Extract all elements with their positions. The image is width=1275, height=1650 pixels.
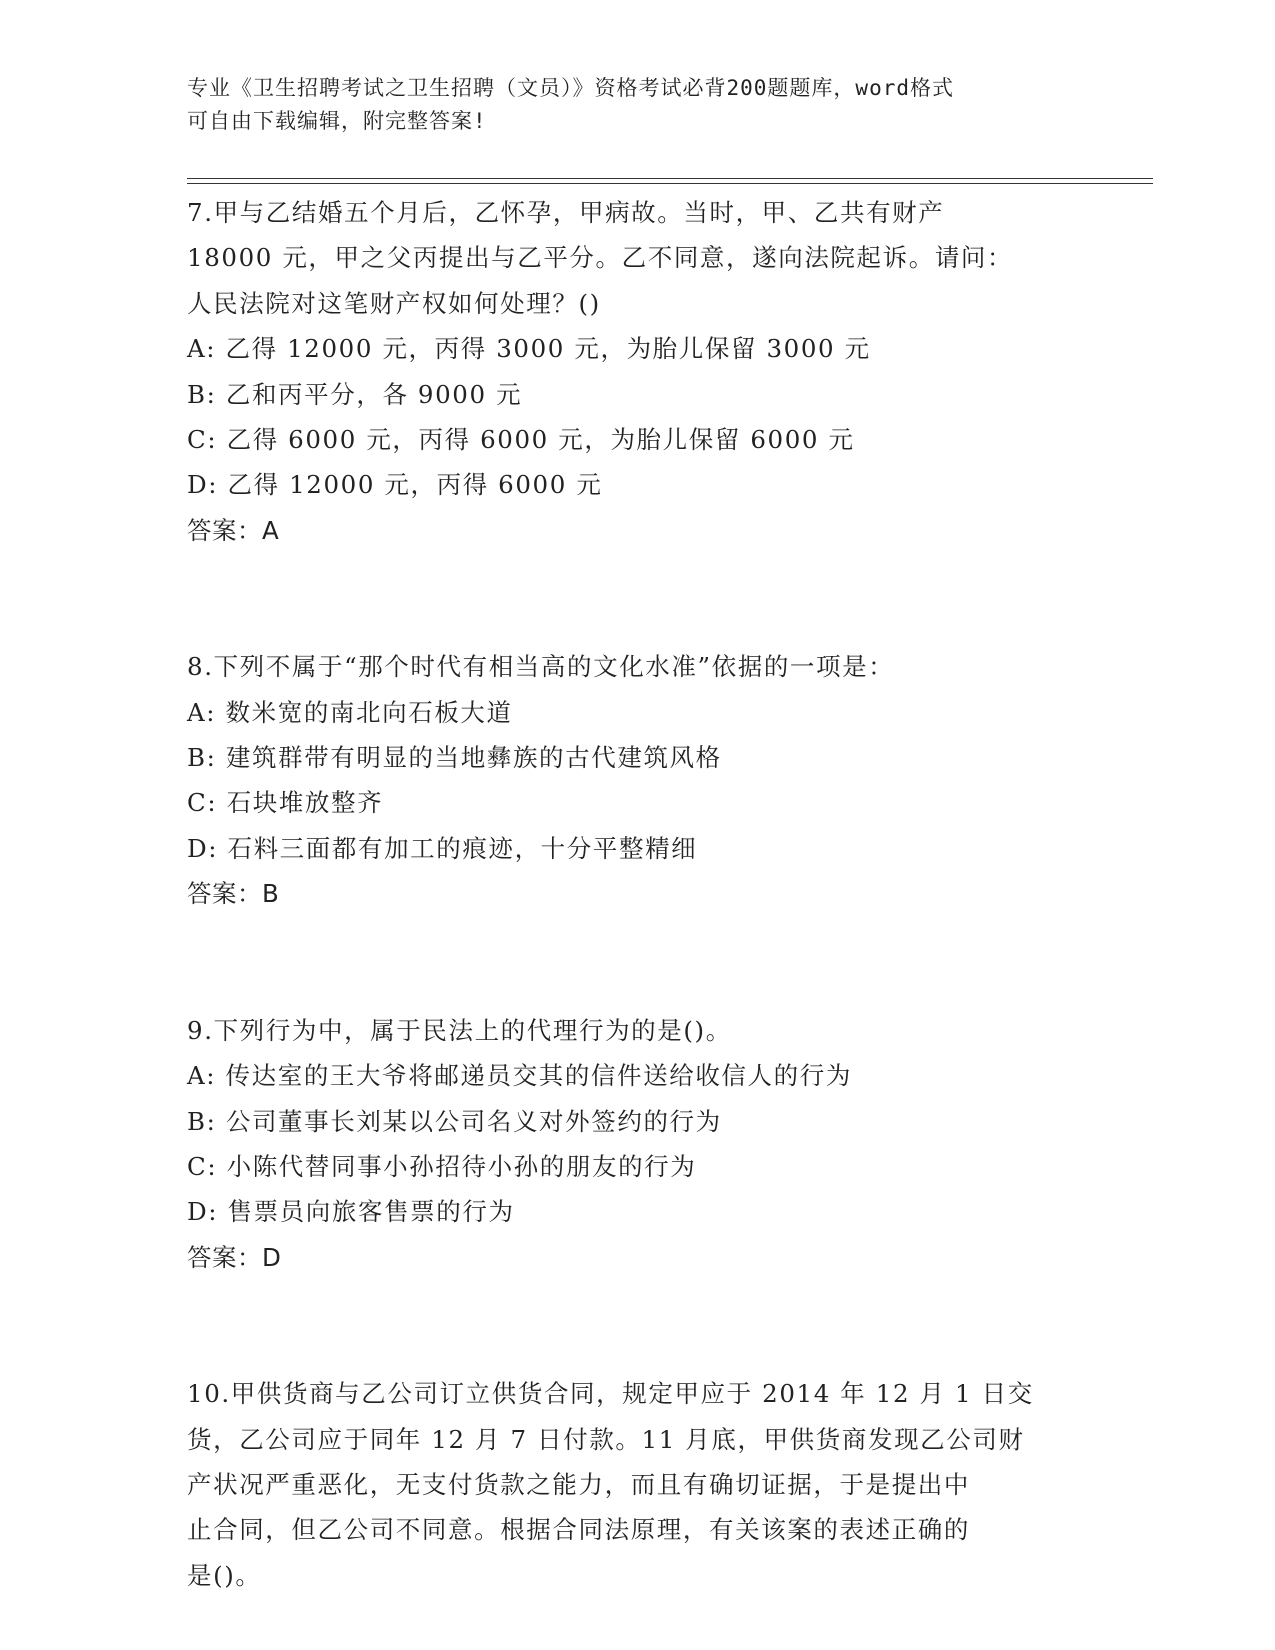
- option-d: D: 石料三面都有加工的痕迹，十分平整精细: [187, 833, 698, 863]
- header-line-2: 可自由下载编辑，附完整答案!: [187, 109, 487, 133]
- question-text-line: 是()。: [187, 1560, 262, 1590]
- option-d: D: 乙得 12000 元，丙得 6000 元: [187, 470, 603, 500]
- document-header: [187, 72, 1067, 138]
- question-text-line: 18000 元，甲之父丙提出与乙平分。乙不同意，遂向法院起诉。请问：: [187, 243, 1014, 273]
- question-text-line: 8.下列不属于“那个时代有相当高的文化水准”依据的一项是：: [187, 652, 895, 682]
- question-text-line: 人民法院对这笔财产权如何处理？(): [187, 288, 601, 318]
- option-b: B: 公司董事长刘某以公司名义对外签约的行为: [187, 1106, 722, 1136]
- option-d: D: 售票员向旅客售票的行为: [187, 1197, 515, 1227]
- option-a: A: 乙得 12000 元，丙得 3000 元，为胎儿保留 3000 元: [187, 334, 871, 364]
- option-a: A: 数米宽的南北向石板大道: [187, 697, 513, 727]
- question-8: [187, 644, 1087, 916]
- answer-label: 答案：B: [187, 879, 280, 909]
- question-text-line: 产状况严重恶化，无支付货款之能力，而且有确切证据，于是提出中: [187, 1469, 970, 1499]
- question-text-line: 止合同，但乙公司不同意。根据合同法原理，有关该案的表述正确的: [187, 1515, 970, 1545]
- option-c: C: 乙得 6000 元，丙得 6000 元，为胎儿保留 6000 元: [187, 425, 855, 455]
- header-divider-top: [187, 178, 1153, 179]
- option-b: B: 建筑群带有明显的当地彝族的古代建筑风格: [187, 743, 722, 773]
- question-text-line: 10.甲供货商与乙公司订立供货合同，规定甲应于 2014 年 12 月 1 日交: [187, 1379, 1034, 1409]
- question-text-line: 9.下列行为中，属于民法上的代理行为的是()。: [187, 1015, 732, 1045]
- header-line-1: 专业《卫生招聘考试之卫生招聘（文员）》资格考试必背200题题库，word格式: [187, 76, 954, 100]
- answer-label: 答案：A: [187, 515, 280, 545]
- option-c: C: 小陈代替同事小孙招待小孙的朋友的行为: [187, 1151, 697, 1181]
- question-spacer: [187, 917, 1087, 1008]
- question-9: [187, 1008, 1087, 1280]
- question-text-line: 货，乙公司应于同年 12 月 7 日付款。11 月底，甲供货商发现乙公司财: [187, 1424, 1025, 1454]
- option-b: B: 乙和丙平分，各 9000 元: [187, 379, 523, 409]
- question-spacer: [187, 1280, 1087, 1371]
- option-c: C: 石块堆放整齐: [187, 788, 384, 818]
- question-10: [187, 1371, 1087, 1598]
- answer-label: 答案：D: [187, 1242, 282, 1272]
- question-spacer: [187, 553, 1087, 644]
- question-list: [187, 190, 1087, 1598]
- header-divider-bottom: [187, 183, 1153, 184]
- question-7: [187, 190, 1087, 553]
- option-a: A: 传达室的王大爷将邮递员交其的信件送给收信人的行为: [187, 1061, 852, 1091]
- question-text-line: 7.甲与乙结婚五个月后，乙怀孕，甲病故。当时，甲、乙共有财产: [187, 198, 945, 227]
